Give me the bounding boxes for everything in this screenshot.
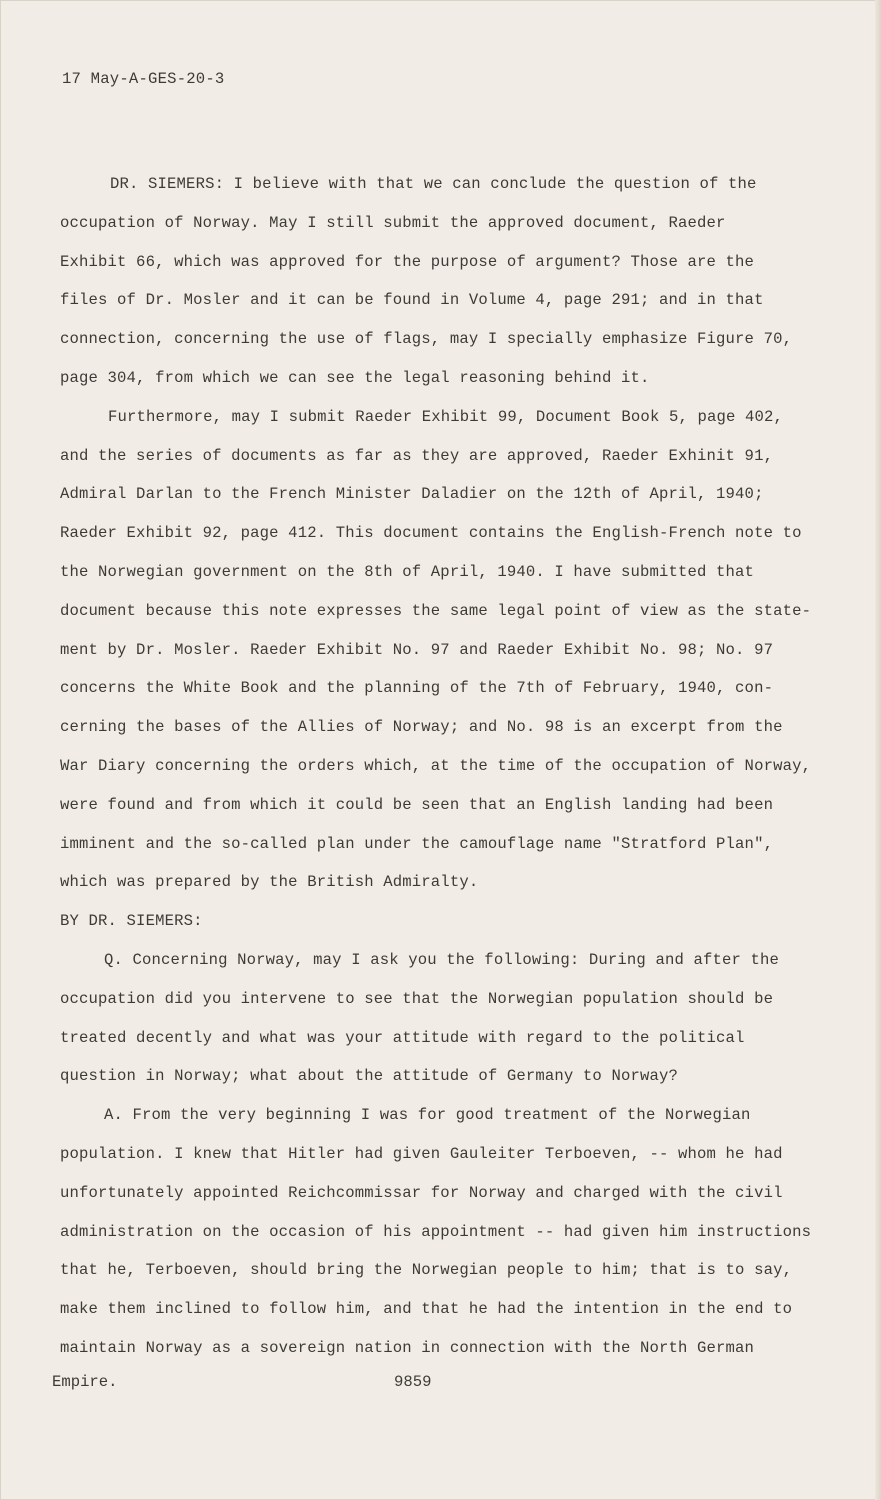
document-body	[60, 165, 830, 1368]
text-line: Admiral Darlan to the French Minister Daladier on the 12th of April, 1940;	[60, 485, 764, 504]
text-line: document because this note expresses the same legal point of view as the state-	[60, 601, 812, 620]
text-line: administration on the occasion of his appointment -- had given him instructions	[60, 1222, 812, 1241]
text-line: ment by Dr. Mosler. Raeder Exhibit No. 97 and Raeder Exhibit No. 98; No. 97	[60, 640, 774, 659]
text-line: that he, Terboeven, should bring the Norwegian people to him; that is to say,	[60, 1261, 793, 1280]
final-text-line: Empire.	[52, 1373, 118, 1391]
text-line: population. I knew that Hitler had given Gauleiter Terboeven, -- whom he had	[60, 1144, 783, 1163]
text-line: occupation of Norway. May I still submit the approved document, Raeder	[60, 213, 726, 232]
text-line: which was prepared by the British Admiralty.	[60, 873, 479, 892]
text-line: files of Dr. Mosler and it can be found in Volume 4, page 291; and in that	[60, 291, 764, 310]
page-edge	[875, 0, 881, 1500]
document-header-code: 17 May-A-GES-20-3	[62, 70, 225, 88]
page-number: 9859	[394, 1373, 432, 1391]
text-line: were found and from which it could be seen that an English landing had been	[60, 795, 774, 814]
text-line: concerns the White Book and the planning of the 7th of February, 1940, con-	[60, 679, 774, 698]
text-line: page 304, from which we can see the legal reasoning behind it.	[60, 368, 650, 387]
text-line: treated decently and what was your attitude with regard to the political	[60, 1028, 745, 1047]
text-line: Exhibit 66, which was approved for the purpose of argument? Those are the	[60, 252, 755, 271]
page-footer	[52, 1367, 812, 1397]
text-line: War Diary concerning the orders which, at the time of the occupation of Norway,	[60, 756, 812, 775]
answer-line: A. From the very beginning I was for good treatment of the Norwegian	[104, 1106, 751, 1125]
text-line: imminent and the so-called plan under the camouflage name "Stratford Plan",	[60, 834, 774, 853]
text-line: connection, concerning the use of flags, may I specially emphasize Figure 70,	[60, 330, 793, 349]
text-line: and the series of documents as far as they are approved, Raeder Exhinit 91,	[60, 446, 774, 465]
question-line: Q. Concerning Norway, may I ask you the following: During and after the	[104, 950, 780, 969]
text-line: cerning the bases of the Allies of Norway; and No. 98 is an excerpt from the	[60, 718, 783, 737]
text-line: the Norwegian government on the 8th of April, 1940. I have submitted that	[60, 562, 755, 581]
text-line: Raeder Exhibit 92, page 412. This document contains the English-French note to	[60, 524, 802, 543]
text-line: question in Norway; what about the attitude of Germany to Norway?	[60, 1067, 679, 1086]
section-label: BY DR. SIEMERS:	[60, 912, 203, 931]
text-line: occupation did you intervene to see that the Norwegian population should be	[60, 989, 774, 1008]
text-line: make them inclined to follow him, and that he had the intention in the end to	[60, 1300, 793, 1319]
text-line: maintain Norway as a sovereign nation in connection with the North German	[60, 1338, 755, 1357]
text-line: DR. SIEMERS: I believe with that we can conclude the question of the	[110, 175, 757, 193]
text-line: Furthermore, may I submit Raeder Exhibit 99, Document Book 5, page 402,	[108, 407, 784, 426]
text-line: unfortunately appointed Reichcommissar for Norway and charged with the civil	[60, 1183, 783, 1202]
